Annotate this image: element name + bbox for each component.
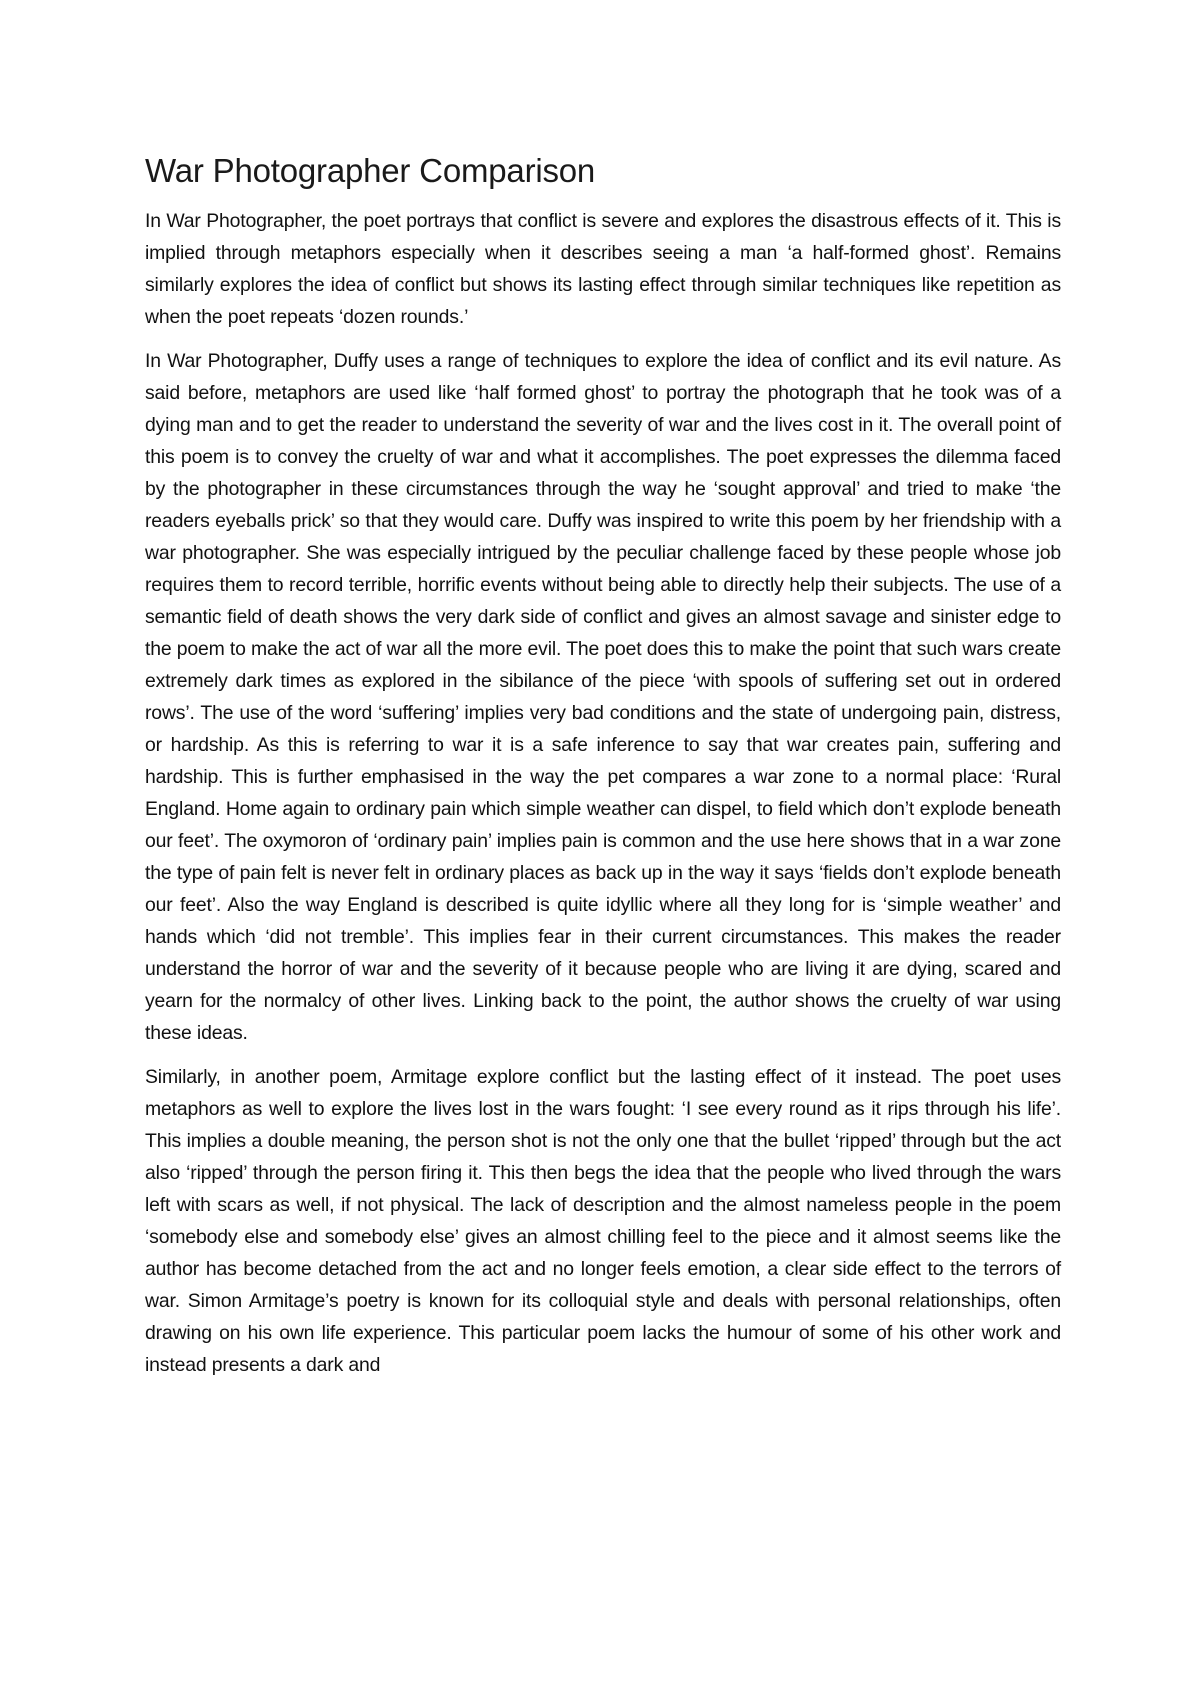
paragraph-war-photographer: In War Photographer, Duffy uses a range of techniques to explore the idea of conflict and its evil nature. As said before, metaphors are used like ‘half formed ghost’ to portray the photograph that he took was of a dying man and to get the reader to understand the severity of war and the lives cost in it. The overall point of this poem is to convey the cruelty of war and what it accomplishes. The poet expresses the dilemma faced by the photographer in these circumstances through the way he ‘sought approval’ and tried to make ‘the readers eyeballs prick’ so that they would care. Duffy was inspired to write this poem by her friendship with a war photographer. She was especially intrigued by the peculiar challenge faced by these people whose job requires them to record terrible, horrific events without being able to directly help their subjects. The use of a semantic field of death shows the very dark side of conflict and gives an almost savage and sinister edge to the poem to make the act of war all the more evil. The poet does this to make the point that such wars create extremely dark times as explored in the sibilance of the piece ‘with spools of suffering set out in ordered rows’. The use of the word ‘suffering’ implies very bad conditions and the state of undergoing pain, distress, or hardship. As this is referring to war it is a safe inference to say that war creates pain, suffering and hardship. This is further emphasised in the way the pet compares a war zone to a normal place: ‘Rural England. Home again to ordinary pain which simple weather can dispel, to field which don’t explode beneath our feet’. The oxymoron of ‘ordinary pain’ implies pain is common and the use here shows that in a war zone the type of pain felt is never felt in ordinary places as back up in the way it says ‘fields don’t explode beneath our feet’. Also the way England is described is quite idyllic where all they long for is ‘simple weather’ and hands which ‘did not tremble’. This implies fear in their current circumstances. This makes the reader understand the horror of war and the severity of it because people who are living it are dying, scared and yearn for the normalcy of other lives. Linking back to the point, the author shows the cruelty of war using these ideas. [145,350,1061,1044]
paragraph-remains: Similarly, in another poem, Armitage explore conflict but the lasting effect of it instead. The poet uses metaphors as well to explore the lives lost in the wars fought: ‘I see every round as it rips through his life’. This implies a double meaning, the person shot is not the only one that the bullet ‘ripped’ through but the act also ‘ripped’ through the person firing it. This then begs the idea that the people who lived through the wars left with scars as well, if not physical. The lack of description and the almost nameless people in the poem ‘somebody else and somebody else’ gives an almost chilling feel to the piece and it almost seems like the author has become detached from the act and no longer feels emotion, a clear side effect to the terrors of war. Simon Armitage’s poetry is known for its colloquial style and deals with personal relationships, often drawing on his own life experience. This particular poem lacks the humour of some of his other work and instead presents a dark and [145,1066,1061,1376]
document-body [145,150,1061,1393]
paragraph-intro: In War Photographer, the poet portrays that conflict is severe and explores the disastrous effects of it. This is implied through metaphors especially when it describes seeing a man ‘a half-formed ghost’. Remains similarly explores the idea of conflict but shows its lasting effect through similar techniques like repetition as when the poet repeats ‘dozen rounds.’ [145,210,1061,328]
document-title: War Photographer Comparison [145,152,596,189]
